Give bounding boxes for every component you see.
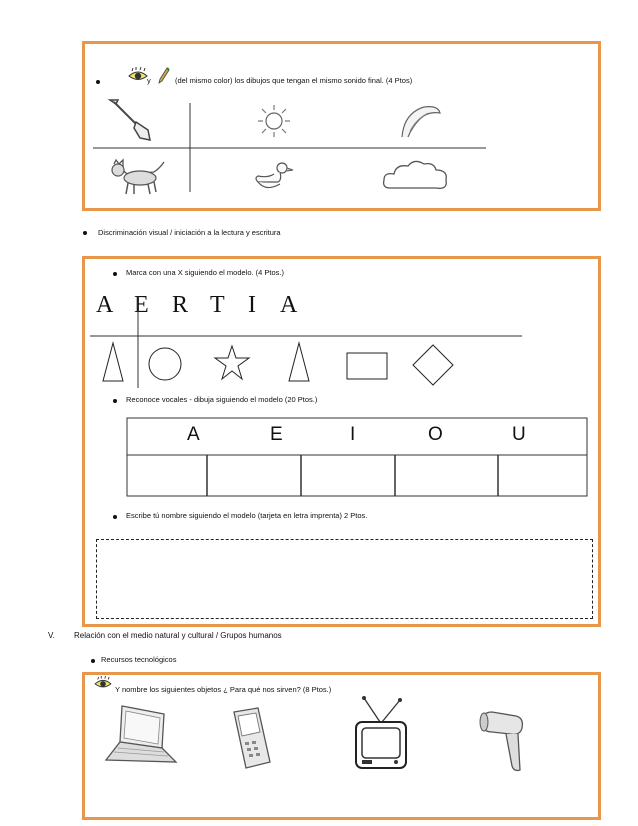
- letter: A: [280, 292, 298, 318]
- bullet: [113, 515, 117, 519]
- vowel-cell: O: [428, 424, 443, 445]
- eye-icon: [94, 676, 112, 690]
- laptop-icon: [104, 704, 180, 770]
- section-numeral: V.: [48, 631, 55, 640]
- nombre-instruction: Escribe tú nombre siguiendo el modelo (tarjeta en letra imprenta) 2 Ptos.: [126, 511, 368, 520]
- vowel-cell: A: [187, 424, 200, 445]
- objects-instruction: Y nombre los siguientes objetos ¿ Para qué nos sirven? (8 Ptos.): [115, 685, 332, 694]
- discrim-heading: Discriminación visual / iniciación a la lectura y escritura: [98, 228, 281, 237]
- section5-heading: Relación con el medio natural y cultural / Grupos humanos: [74, 631, 282, 640]
- name-card-field[interactable]: [96, 539, 593, 619]
- cellphone-icon: [228, 706, 274, 770]
- letter: E: [134, 292, 149, 318]
- vowel-cell: E: [270, 424, 283, 445]
- instruction-rest: (del mismo color) los dibujos que tengan el mismo sonido final. (4 Ptos): [175, 76, 413, 85]
- instruction-y: y: [147, 76, 151, 85]
- vowel-cell: I: [350, 424, 356, 445]
- bullet: [91, 659, 95, 663]
- hairdryer-icon: [476, 708, 528, 774]
- vocales-instruction: Reconoce vocales - dibuja siguiendo el modelo (20 Ptos.): [126, 395, 318, 404]
- vowel-cell: U: [512, 424, 526, 445]
- letter: I: [248, 292, 256, 318]
- letter: T: [210, 292, 225, 318]
- recursos-subheading: Recursos tecnológicos: [101, 655, 177, 664]
- marca-instruction: Marca con una X siguiendo el modelo. (4 Ptos.): [126, 268, 285, 277]
- television-icon: [352, 696, 410, 772]
- letter: R: [172, 292, 189, 318]
- letter: A: [96, 292, 114, 318]
